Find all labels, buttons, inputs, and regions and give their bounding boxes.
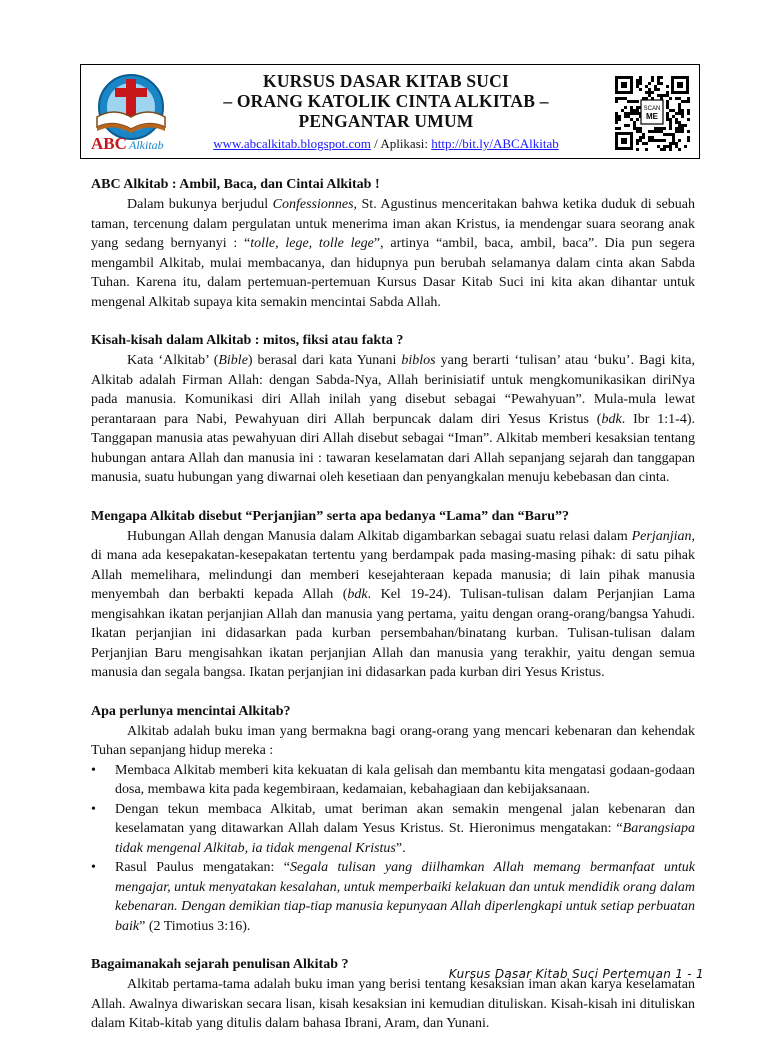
text-run: , di mana ada kesepakatan-kesepakatan tertentu yang berdampak pada masing-masing pihak: di satu pihak Allah memelihara, melindungi dan memberi kesejahteraan kepada manusia; di lain pihak manusia menyembah dan berbakti kepada Allah ( xyxy=(91,528,695,602)
section-heading: Apa perlunya mencintai Alkitab? xyxy=(91,703,291,719)
text-italic: bdk xyxy=(347,587,368,602)
list-item xyxy=(91,858,695,936)
section-heading: ABC Alkitab : Ambil, Baca, dan Cintai Alkitab ! xyxy=(91,177,380,192)
text-run: Rasul Paulus mengatakan: “ xyxy=(115,860,290,875)
text-run: Dengan tekun membaca Alkitab, umat beriman akan semakin mengenal jalan kebenaran dan keselamatan yang ditawarkan Allah dalam Yesus Kristus. St. Hieronimus mengatakan: “ xyxy=(115,801,695,836)
text-run: Kata ‘Alkitab’ ( xyxy=(127,353,219,368)
text-run: Hubungan Allah dengan Manusia dalam Alkitab digambarkan sebagai suatu relasi dalam xyxy=(127,528,632,544)
section-abc-alkitab xyxy=(91,175,695,312)
text-run: Dalam bukunya berjudul xyxy=(127,197,273,212)
text-run: yang berarti ‘tulisan’ atau ‘buku’. Bagi kita, Alkitab adalah Firman Allah: dengan Sabda-Nya, Allah berinisiatif untuk mengkomunikasikan diriNya pada manusia. Komunikasi diri Allah inilah yang disebut sebagai “Pewahyuan”. Mula-mula lewat perantaraan para Nabi, Pewahyuan diri Allah berpuncak dalam diri Yesus Kristus ( xyxy=(91,353,696,427)
header-links xyxy=(181,136,591,152)
text-italic: Perjanjian xyxy=(631,528,692,544)
section-paragraph: Alkitab adalah buku iman yang bermakna bagi orang-orang yang mencari kebenaran dan kehendak Tuhan sepanjang hidup mereka : xyxy=(91,723,695,758)
page-footer: Kursus Dasar Kitab Suci Pertemuan 1 - 1 xyxy=(448,967,704,981)
header-titles xyxy=(181,71,591,152)
list-item xyxy=(91,800,695,859)
text-run: . Kel 19-24). Tulisan-tulisan dalam Perjanjian Lama mengisahkan ikatan perjanjian Allah dan manusia yang pertama, yaitu dengan orang-orang/bangsa Yahudi. Ikatan perjanjian ini didasarkan pada kurban persembahan/binatang kurban. Tulisan-tulisan dalam Perjanjian Baru mengisahkan ikatan perjanjian Allah dan manusia yang terakhir, yaitu dengan semua manusia dan segala bangsa. Ikatan perjanjian ini didasarkan pada kurban diri Yesus Kristus. xyxy=(91,587,695,680)
section-perjanjian xyxy=(91,507,695,683)
abc-alkitab-logo xyxy=(87,73,175,153)
text-italic: Segala tulisan yang diilhamkan Allah memang bermanfaat untuk mengajar, untuk menyatakan kesalahan, untuk memperbaiki kelakuan dan untuk mendidik orang dalam kebenaran. Dengan demikian tiap-tiap manusia kepunyaan Allah diperlengkapi untuk setiap perbuatan baik xyxy=(115,860,695,934)
section-kisah-kisah xyxy=(91,331,695,488)
section-mencintai-alkitab xyxy=(91,702,695,937)
header-title-line2: – ORANG KATOLIK CINTA ALKITAB – xyxy=(223,91,549,111)
qr-code[interactable] xyxy=(613,74,691,152)
section-heading: Kisah-kisah dalam Alkitab : mitos, fiksi atau fakta ? xyxy=(91,333,404,348)
text-run: ) berasal dari kata Yunani xyxy=(247,353,402,368)
section-heading: Bagaimanakah sejarah penulisan Alkitab ? xyxy=(91,957,349,972)
bullet-list xyxy=(91,761,695,937)
section-paragraph xyxy=(91,527,695,683)
text-italic: Barangsiapa tidak mengenal Alkitab, ia tidak mengenal Kristus xyxy=(115,821,695,856)
text-run: . Ibr 1:1-4). Tanggapan manusia atas pewahyuan diri Allah disebut sebagai “Iman”. Alkitab memberi kesaksian tentang hubungan antara Allah dan manusia ini : tawaran keselamatan dari Allah sepanjang sejarah dan tanggapan manusia, suatu hubungan yang diwarnai oleh kesetiaan dan penyangkalan menuju kebebasan dan cinta. xyxy=(91,411,695,485)
blog-link[interactable]: www.abcalkitab.blogspot.com xyxy=(213,136,371,151)
links-separator: / Aplikasi: xyxy=(370,136,432,151)
qr-me-label: ME xyxy=(646,112,658,121)
text-italic: tolle, lege, tolle lege xyxy=(250,236,374,251)
document-body xyxy=(91,175,695,1053)
text-italic: Bible xyxy=(218,353,248,368)
app-link[interactable]: http://bit.ly/ABCAlkitab xyxy=(431,136,559,151)
section-paragraph: Alkitab pertama-tama adalah buku iman yang berisi tentang kesaksian iman akan karya keselamatan Allah. Awalnya diwariskan secara lisan, kisah kesaksian ini kemudian dituliskan. Kisah-kisah ini dituliskan dalam Kitab-kitab yang ditulis dalam bahasa Ibrani, Aram, dan Yunani. xyxy=(91,977,695,1031)
text-italic: Confessionnes xyxy=(272,197,354,212)
header-box xyxy=(80,64,700,159)
section-paragraph xyxy=(91,351,695,488)
section-heading: Mengapa Alkitab disebut “Perjanjian” serta apa bedanya “Lama” dan “Baru”? xyxy=(91,508,569,524)
header-title-line1: KURSUS DASAR KITAB SUCI xyxy=(263,71,509,91)
text-run: , St. Agustinus menceritakan bahwa ketika duduk di sebuah taman, tercenung dalam pergulatan untuk menerima iman akan Kristus, ia mendengar suara seorang anak yang sedang bernyanyi : “ xyxy=(91,197,695,251)
text-italic: bdk xyxy=(601,411,622,427)
section-paragraph xyxy=(91,195,695,312)
text-run: ”. xyxy=(395,840,406,856)
text-run: ” (2 Timotius 3:16). xyxy=(139,918,251,934)
logo-text-alkitab: Alkitab xyxy=(129,138,164,152)
list-item: • Membaca Alkitab memberi kita kekuatan di kala gelisah dan membantu kita mengatasi godaan-godaan dosa, membawa kita pada kegembiraan, kedamaian, kebahagiaan dan kebijaksanaan. xyxy=(91,761,695,800)
logo-text-abc: ABC xyxy=(91,134,127,153)
qr-scan-label: SCAN xyxy=(643,106,661,112)
header-title-line3: PENGANTAR UMUM xyxy=(298,111,474,131)
text-italic: biblos xyxy=(401,353,436,368)
text-run: ”, artinya “ambil, baca, ambil, baca”. Dia pun segera mengambil Alkitab, mulai membacanya, dan hidupnya pun berubah selamanya dalam cinta akan Sabda Tuhan. Karena itu, dalam pertemuan-pertemuan Kursus Dasar Kitab Suci ini kita akan dihantar untuk mengenal Alkitab supaya kita semakin mencintai Sabda Allah. xyxy=(91,236,695,310)
